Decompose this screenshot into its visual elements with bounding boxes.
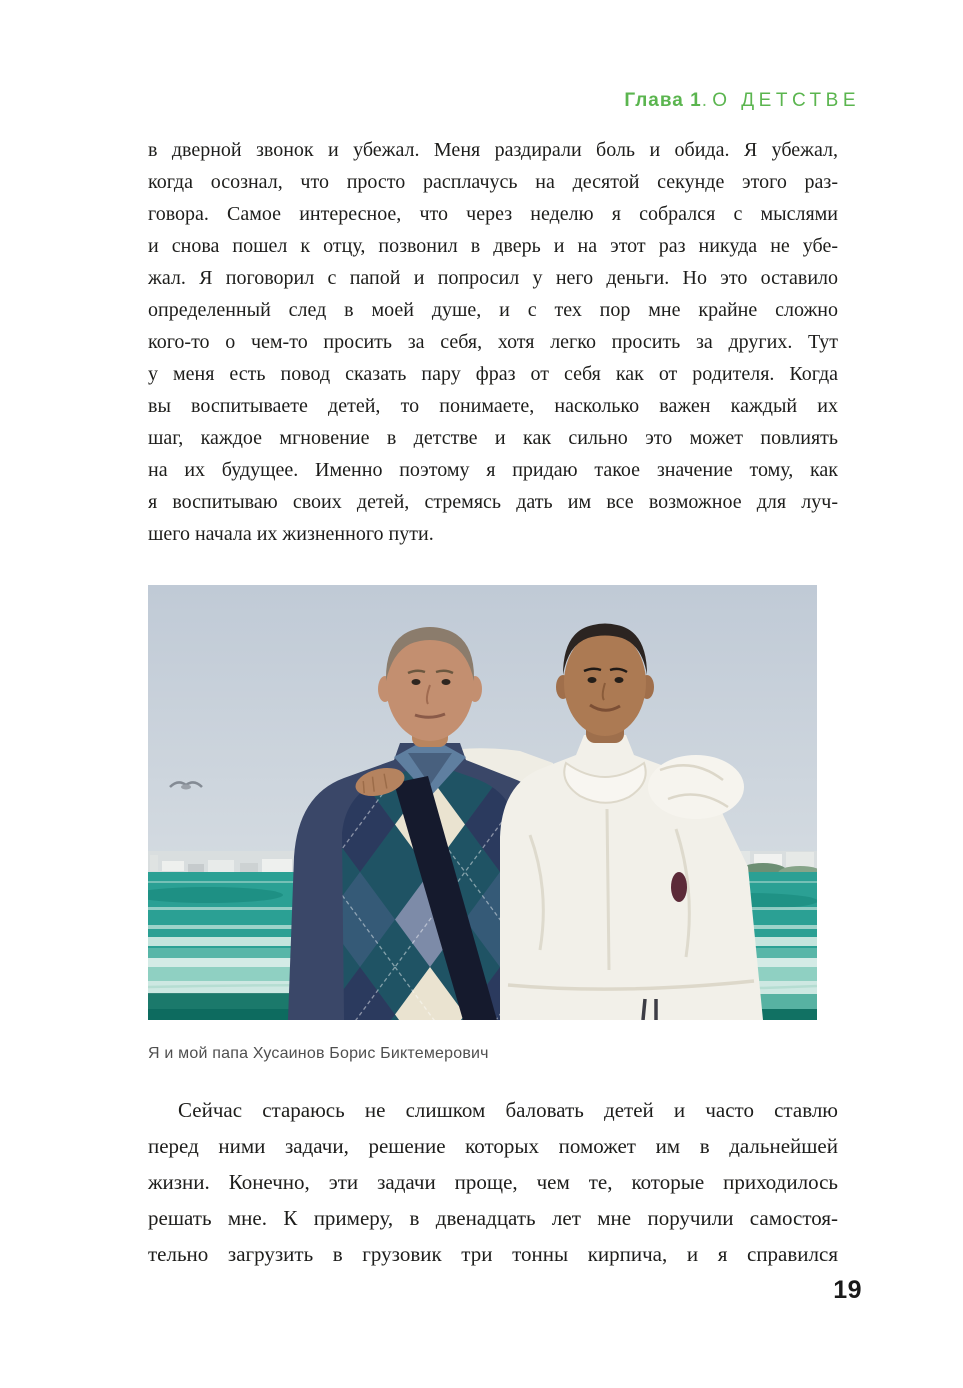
paragraph [148, 1092, 838, 1272]
text-line: и снова пошел к отцу, позвонил в дверь и на этот раз никуда не убе- [148, 235, 838, 257]
page-number: 19 [833, 1276, 862, 1304]
photo-figure [148, 585, 817, 1020]
text-line: я воспитываю своих детей, стремясь дать им все возможное для луч- [148, 491, 838, 513]
text-line: решать мне. К примеру, в двенадцать лет мне поручили самостоя- [148, 1206, 838, 1230]
chapter-title: О ДЕТСТВЕ [712, 90, 860, 111]
chapter-number-label: Глава 1 [624, 90, 702, 111]
chapter-header [624, 90, 860, 112]
paragraph-continuation [148, 134, 838, 550]
father-son-beach-photo [148, 585, 817, 1020]
text-line: определенный след в моей душе, и с тех пор мне крайне сложно [148, 299, 838, 321]
text-line: жал. Я поговорил с папой и попросил у него деньги. Но это оставило [148, 267, 838, 289]
chapter-separator: . [701, 90, 713, 111]
text-line: Сейчас стараюсь не слишком баловать детей и часто ставлю [178, 1098, 838, 1122]
text-line: шего начала их жизненного пути. [148, 523, 434, 545]
text-line: кого-то о чем-то просить за себя, хотя легко просить за других. Тут [148, 331, 838, 353]
text-line: перед ними задачи, решение которых поможет им в дальнейшей [148, 1134, 838, 1158]
text-line: шаг, каждое мгновение в детстве и как сильно это может повлиять [148, 427, 838, 449]
text-line: в дверной звонок и убежал. Меня раздирали боль и обида. Я убежал, [148, 139, 838, 161]
text-line: у меня есть повод сказать пару фраз от себя как от родителя. Когда [148, 363, 838, 385]
text-line: вы воспитываете детей, то понимаете, насколько важен каждый их [148, 395, 838, 417]
text-line: жизни. Конечно, эти задачи проще, чем те, которые приходилось [148, 1170, 838, 1194]
text-line: говора. Самое интересное, что через неделю я собрался с мыслями [148, 203, 838, 225]
text-line: на их будущее. Именно поэтому я придаю такое значение тому, как [148, 459, 838, 481]
photo-caption: Я и мой папа Хусаинов Борис Биктемерович [148, 1045, 489, 1062]
text-line: когда осознал, что просто расплачусь на десятой секунде этого раз- [148, 171, 838, 193]
text-line: тельно загрузить в грузовик три тонны кирпича, и я справился [148, 1242, 838, 1266]
